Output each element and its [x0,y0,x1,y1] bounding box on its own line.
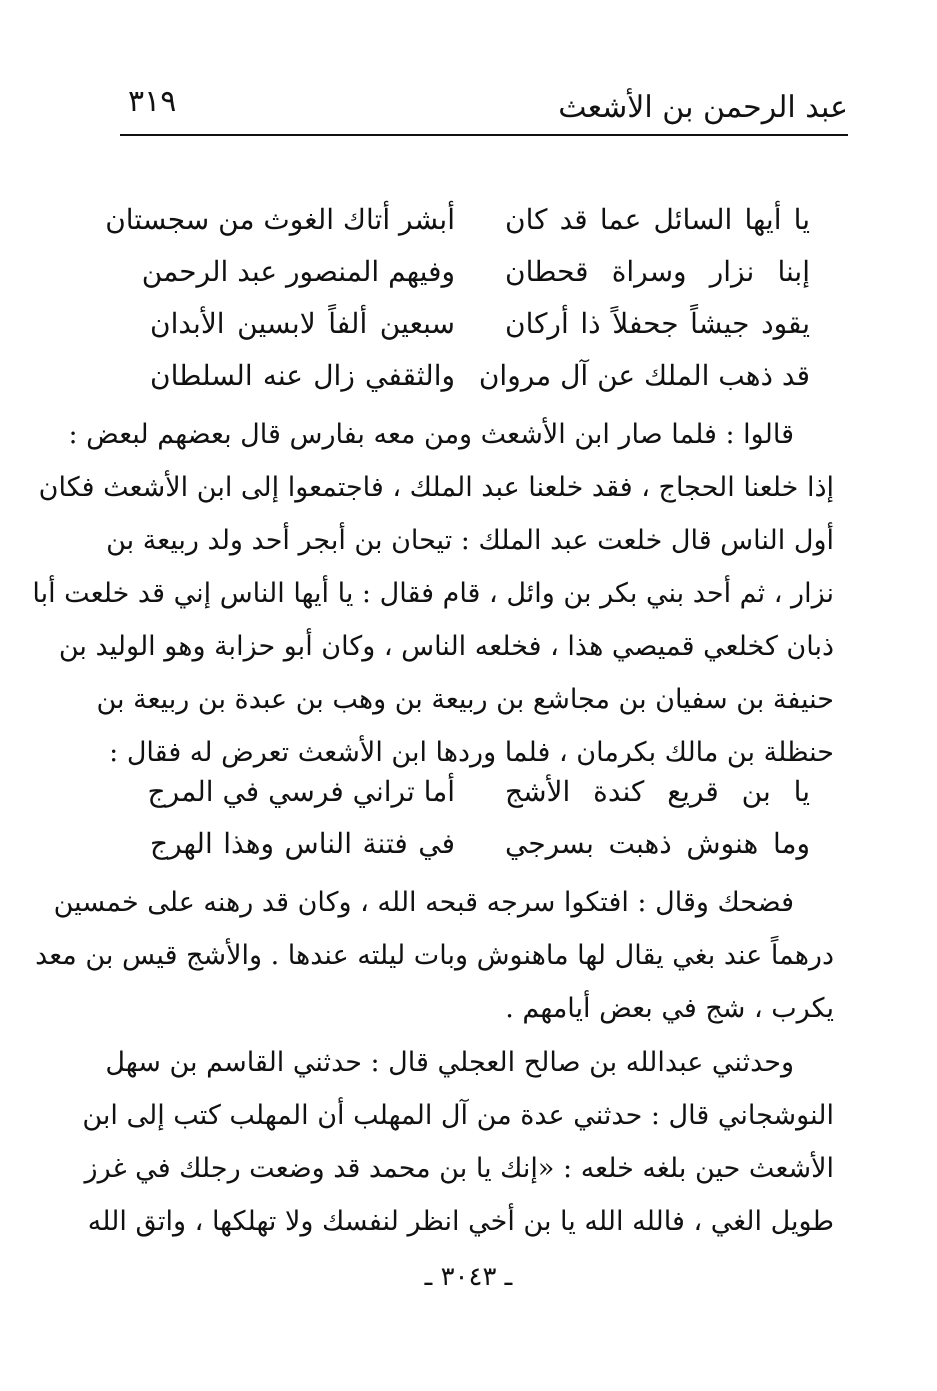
text-line: درهماً عند بغي يقال لها ماهنوش وبات ليلته عندها . والأشج قيس بن معد [35,940,834,971]
hemistich-second: سبعين ألفاً لابسين الأبدان [150,307,455,340]
running-title: عبد الرحمن بن الأشعث [558,90,848,125]
text-line: قالوا : فلما صار ابن الأشعث ومن معه بفارس قال بعضهم لبعض : [68,419,794,450]
text-line: طويل الغي ، فالله الله يا بن أخي انظر لنفسك ولا تهلكها ، واتق الله [87,1206,834,1237]
hemistich-first: قد ذهب الملك عن آل مروان [478,359,810,392]
verse [150,298,810,350]
poem-2 [147,766,810,870]
text-line: فضحك وقال : افتكوا سرجه قبحه الله ، وكان قد رهنه على خمسين [53,887,794,918]
text-line: يكرب ، شج في بعض أيامهم . [505,993,834,1024]
hemistich-second: في فتنة الناس وهذا الهرج [150,827,455,860]
paragraph-1 [32,408,834,779]
page-number: ٣١٩ [128,84,177,119]
hemistich-first: يقود جيشاً جحفلاً ذا أركان [505,307,810,340]
hemistich-second: والثقفي زال عنه السلطان [150,359,455,392]
verse [150,350,810,402]
hemistich-first: يا أيها السائل عما قد كان [505,203,810,236]
text-line: الأشعث حين بلغه خلعه : «إنك يا بن محمد قد وضعت رجلك في غرز [84,1153,834,1184]
text-line: أول الناس قال خلعت عبد الملك : تيحان بن أبجر أحد ولد ربيعة بن [106,525,834,556]
paragraph-3 [82,1036,834,1248]
text-line: حنيفة بن سفيان بن مجاشع بن ربيعة بن وهب بن عبدة بن ربيعة بن [96,684,834,715]
hemistich-first: إبنا نزار وسراة قحطان [505,255,810,288]
hemistich-first: يا بن قريع كندة الأشج [505,775,810,808]
paragraph-2 [35,876,834,1035]
hemistich-second: وفيهم المنصور عبد الرحمن [141,255,455,288]
poem-1 [105,194,810,402]
text-line: إذا خلعنا الحجاج ، فقد خلعنا عبد الملك ، فاجتمعوا إلى ابن الأشعث فكان [38,472,834,503]
page-header [120,82,848,136]
hemistich-second: أما تراني فرسي في المرج [147,775,455,808]
footer-serial-number: ـ ٣٠٤٣ ـ [424,1262,513,1292]
text-line: النوشجاني قال : حدثني عدة من آل المهلب أن المهلب كتب إلى ابن [82,1100,834,1131]
verse [150,818,810,870]
hemistich-first: وما هنوش ذهبت بسرجي [505,827,810,860]
hemistich-second: أبشر أتاك الغوث من سجستان [105,203,455,236]
verse [141,246,810,298]
text-line: وحدثني عبدالله بن صالح العجلي قال : حدثني القاسم بن سهل [105,1047,794,1078]
text-line: ذبان كخلعي قميصي هذا ، فخلعه الناس ، وكان أبو حزابة وهو الوليد بن [58,631,834,662]
text-line: نزار ، ثم أحد بني بكر بن وائل ، قام فقال : يا أيها الناس إني قد خلعت أبا [32,578,834,609]
verse [147,766,810,818]
verse [105,194,810,246]
text-line: حنظلة بن مالك بكرمان ، فلما وردها ابن الأشعث تعرض له فقال : [109,737,834,768]
